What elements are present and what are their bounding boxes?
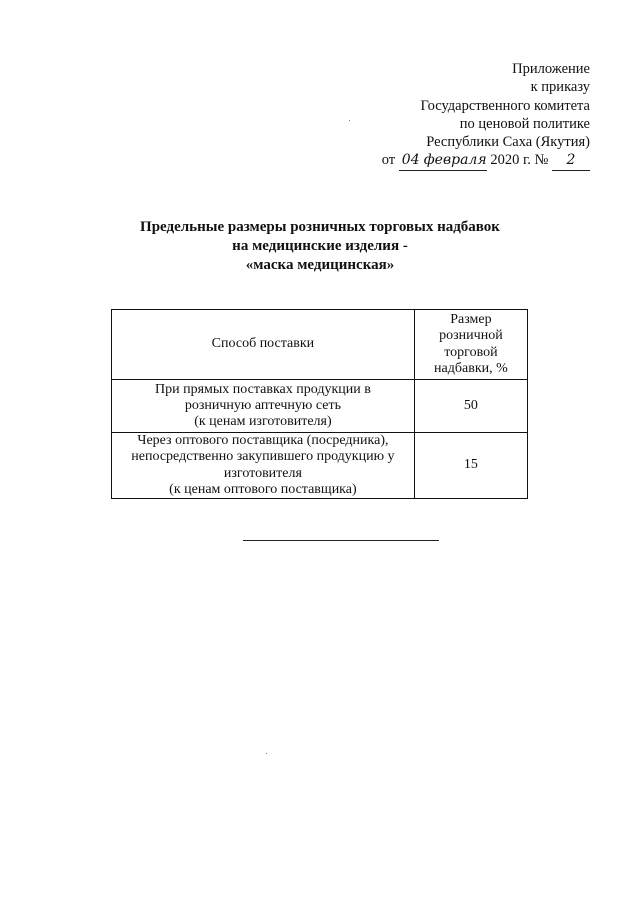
header-size-line: надбавки, %: [434, 360, 508, 376]
appendix-line: Государственного комитета: [420, 97, 590, 114]
value-cell: 15: [414, 433, 527, 499]
method-line: При прямых поставках продукции в: [154, 381, 371, 397]
header-size-line: Размер: [450, 311, 492, 327]
markup-table: [111, 309, 528, 499]
method-cell: [112, 380, 415, 433]
table-row: [112, 380, 528, 433]
closing-rule: [243, 540, 439, 541]
method-cell: [112, 433, 415, 499]
date-prefix: от: [381, 152, 396, 169]
appendix-line: Республики Саха (Якутия): [426, 134, 590, 151]
appendix-line: к приказу: [530, 79, 590, 96]
date-year: 2020 г. №: [490, 152, 549, 169]
appendix-block: [290, 60, 590, 171]
value-cell: 50: [414, 380, 527, 433]
handwritten-day: 04: [399, 151, 423, 170]
handwritten-month: февраля: [423, 151, 487, 170]
header-size-line: торговой: [444, 344, 498, 360]
method-line: розничную аптечную сеть: [184, 397, 341, 413]
header-method: Способ поставки: [112, 310, 415, 380]
method-line: изготовителя: [223, 465, 302, 481]
scan-speck: [266, 753, 267, 754]
table-header-row: [112, 310, 528, 380]
method-line: (к ценам изготовителя): [194, 414, 332, 430]
header-size-line: розничной: [439, 328, 503, 344]
appendix-line: Приложение: [512, 61, 590, 77]
title-line: Предельные размеры розничных торговых надбавок: [140, 219, 500, 235]
appendix-line: по ценовой политике: [459, 115, 590, 132]
method-line: непосредственно закупившего продукцию у: [131, 449, 395, 465]
header-size: [414, 310, 527, 380]
title-line: на медицинские изделия -: [232, 238, 408, 254]
handwritten-number: 2: [552, 151, 590, 170]
table-row: [112, 433, 528, 499]
document-title: [110, 218, 530, 275]
method-line: (к ценам оптового поставщика): [169, 481, 357, 497]
order-date-line: [290, 151, 590, 170]
title-line: «маска медицинская»: [245, 257, 395, 273]
method-line: Через оптового поставщика (посредника),: [137, 433, 389, 448]
scan-speck: [349, 120, 350, 121]
